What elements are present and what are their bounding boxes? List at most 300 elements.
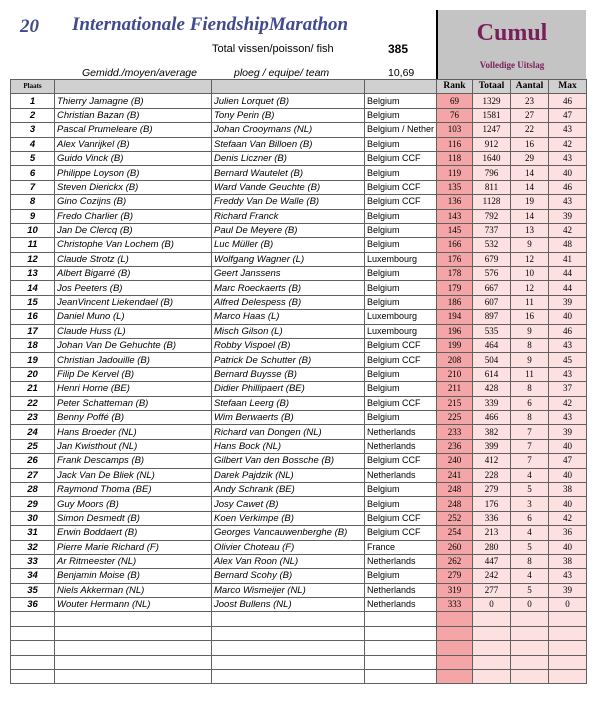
empty-cell <box>511 641 549 655</box>
angler2-cell: Denis Liczner (B) <box>212 151 365 165</box>
max-cell: 47 <box>549 454 587 468</box>
count-cell: 11 <box>511 295 549 309</box>
angler1-cell: Guido Vinck (B) <box>55 151 212 165</box>
country-cell: Belgium <box>365 223 437 237</box>
rank-cell: 208 <box>437 353 473 367</box>
angler1-cell: Thierry Jamagne (B) <box>55 94 212 108</box>
rank-cell: 236 <box>437 439 473 453</box>
col-total-header: Totaal <box>473 80 511 94</box>
rank-cell: 262 <box>437 554 473 568</box>
place-cell: 28 <box>11 482 55 496</box>
blank-row <box>11 626 587 640</box>
total-cell: 737 <box>473 223 511 237</box>
country-cell: Belgium CCF <box>365 454 437 468</box>
total-cell: 447 <box>473 554 511 568</box>
total-cell: 339 <box>473 396 511 410</box>
place-cell: 15 <box>11 295 55 309</box>
rank-cell: 279 <box>437 569 473 583</box>
empty-cell <box>437 670 473 684</box>
count-cell: 7 <box>511 454 549 468</box>
total-cell: 1247 <box>473 123 511 137</box>
place-cell: 27 <box>11 468 55 482</box>
max-cell: 43 <box>549 367 587 381</box>
cumul-subtitle: Volledige Uitslag <box>479 60 545 70</box>
max-cell: 43 <box>549 151 587 165</box>
blank-row <box>11 670 587 684</box>
empty-cell <box>365 641 437 655</box>
country-cell: Belgium <box>365 367 437 381</box>
count-cell: 4 <box>511 468 549 482</box>
angler1-cell: Frank Descamps (B) <box>55 454 212 468</box>
empty-cell <box>55 670 212 684</box>
col-place-header: Plaats <box>11 80 55 94</box>
country-cell: Belgium CCF <box>365 396 437 410</box>
total-cell: 607 <box>473 295 511 309</box>
rank-cell: 225 <box>437 410 473 424</box>
total-cell: 228 <box>473 468 511 482</box>
angler1-cell: JeanVincent Liekendael (B) <box>55 295 212 309</box>
total-cell: 1581 <box>473 108 511 122</box>
total-cell: 466 <box>473 410 511 424</box>
max-cell: 43 <box>549 569 587 583</box>
place-cell: 3 <box>11 123 55 137</box>
angler1-cell: Steven Dierickx (B) <box>55 180 212 194</box>
total-cell: 428 <box>473 382 511 396</box>
country-cell: Netherlands <box>365 468 437 482</box>
count-cell: 7 <box>511 439 549 453</box>
country-cell: Belgium CCF <box>365 526 437 540</box>
empty-cell <box>473 626 511 640</box>
country-cell: Belgium <box>365 238 437 252</box>
place-cell: 9 <box>11 209 55 223</box>
place-cell: 21 <box>11 382 55 396</box>
total-cell: 667 <box>473 281 511 295</box>
rank-cell: 260 <box>437 540 473 554</box>
place-cell: 24 <box>11 425 55 439</box>
place-cell: 33 <box>11 554 55 568</box>
total-cell: 576 <box>473 267 511 281</box>
rank-cell: 179 <box>437 281 473 295</box>
total-cell: 280 <box>473 540 511 554</box>
count-cell: 6 <box>511 396 549 410</box>
table-row <box>11 425 587 439</box>
count-cell: 14 <box>511 166 549 180</box>
total-cell: 279 <box>473 482 511 496</box>
total-cell: 811 <box>473 180 511 194</box>
angler2-cell: Wim Berwaerts (B) <box>212 410 365 424</box>
count-cell: 29 <box>511 151 549 165</box>
count-cell: 9 <box>511 353 549 367</box>
count-cell: 4 <box>511 526 549 540</box>
event-number: 20 <box>20 16 39 37</box>
rank-cell: 215 <box>437 396 473 410</box>
place-cell: 35 <box>11 583 55 597</box>
place-cell: 20 <box>11 367 55 381</box>
count-cell: 16 <box>511 137 549 151</box>
place-cell: 18 <box>11 339 55 353</box>
angler1-cell: Jan Kwisthout (NL) <box>55 439 212 453</box>
rank-cell: 254 <box>437 526 473 540</box>
count-cell: 13 <box>511 223 549 237</box>
country-cell: Belgium CCF <box>365 339 437 353</box>
empty-cell <box>473 641 511 655</box>
max-cell: 42 <box>549 396 587 410</box>
angler1-cell: Simon Desmedt (B) <box>55 511 212 525</box>
rank-cell: 178 <box>437 267 473 281</box>
max-cell: 43 <box>549 195 587 209</box>
country-cell: Belgium <box>365 94 437 108</box>
max-cell: 40 <box>549 497 587 511</box>
empty-cell <box>437 655 473 669</box>
max-cell: 43 <box>549 410 587 424</box>
count-cell: 5 <box>511 540 549 554</box>
table-row <box>11 439 587 453</box>
place-cell: 26 <box>11 454 55 468</box>
empty-cell <box>549 612 587 626</box>
table-row <box>11 324 587 338</box>
total-cell: 1128 <box>473 195 511 209</box>
count-cell: 27 <box>511 108 549 122</box>
country-cell: Belgium CCF <box>365 353 437 367</box>
place-cell: 2 <box>11 108 55 122</box>
table-row <box>11 123 587 137</box>
angler1-cell: Jos Peeters (B) <box>55 281 212 295</box>
angler2-cell: Richard van Dongen (NL) <box>212 425 365 439</box>
angler2-cell: Robby Vispoel (B) <box>212 339 365 353</box>
rank-cell: 176 <box>437 252 473 266</box>
angler1-cell: Jack Van De Bliek (NL) <box>55 468 212 482</box>
total-cell: 242 <box>473 569 511 583</box>
place-cell: 36 <box>11 598 55 612</box>
rank-cell: 319 <box>437 583 473 597</box>
total-cell: 412 <box>473 454 511 468</box>
empty-cell <box>437 612 473 626</box>
rank-cell: 135 <box>437 180 473 194</box>
angler2-cell: Alex Van Roon (NL) <box>212 554 365 568</box>
angler2-cell: Stefaan Van Billoen (B) <box>212 137 365 151</box>
count-cell: 4 <box>511 569 549 583</box>
table-row <box>11 267 587 281</box>
place-cell: 23 <box>11 410 55 424</box>
max-cell: 39 <box>549 583 587 597</box>
max-cell: 41 <box>549 252 587 266</box>
country-cell: Luxembourg <box>365 252 437 266</box>
place-cell: 16 <box>11 310 55 324</box>
empty-cell <box>11 641 55 655</box>
rank-cell: 166 <box>437 238 473 252</box>
angler2-cell: Marc Roeckaerts (B) <box>212 281 365 295</box>
max-cell: 43 <box>549 339 587 353</box>
angler1-cell: Niels Akkerman (NL) <box>55 583 212 597</box>
angler2-cell: Georges Vancauwenberghe (B) <box>212 526 365 540</box>
angler2-cell: Marco Wismeijer (NL) <box>212 583 365 597</box>
count-cell: 23 <box>511 94 549 108</box>
empty-cell <box>549 641 587 655</box>
angler2-cell: Didier Phillipaert (BE) <box>212 382 365 396</box>
angler1-cell: Claude Strotz (L) <box>55 252 212 266</box>
angler2-cell: Misch Gilson (L) <box>212 324 365 338</box>
table-row <box>11 526 587 540</box>
angler2-cell: Wolfgang Wagner (L) <box>212 252 365 266</box>
rank-cell: 103 <box>437 123 473 137</box>
table-row <box>11 180 587 194</box>
place-cell: 11 <box>11 238 55 252</box>
count-cell: 9 <box>511 238 549 252</box>
place-cell: 14 <box>11 281 55 295</box>
count-cell: 3 <box>511 497 549 511</box>
empty-cell <box>511 670 549 684</box>
rank-cell: 145 <box>437 223 473 237</box>
angler1-cell: Christian Jadouille (B) <box>55 353 212 367</box>
table-row <box>11 382 587 396</box>
table-row <box>11 223 587 237</box>
max-cell: 36 <box>549 526 587 540</box>
total-cell: 277 <box>473 583 511 597</box>
rank-cell: 199 <box>437 339 473 353</box>
country-cell: Netherlands <box>365 439 437 453</box>
count-cell: 19 <box>511 195 549 209</box>
rank-cell: 186 <box>437 295 473 309</box>
results-body <box>11 94 587 684</box>
country-cell: Belgium <box>365 137 437 151</box>
place-cell: 1 <box>11 94 55 108</box>
country-cell: Belgium <box>365 209 437 223</box>
empty-cell <box>365 626 437 640</box>
empty-cell <box>365 655 437 669</box>
angler1-cell: Filip De Kervel (B) <box>55 367 212 381</box>
total-cell: 382 <box>473 425 511 439</box>
country-cell: Belgium <box>365 295 437 309</box>
rank-cell: 76 <box>437 108 473 122</box>
angler2-cell: Bernard Wautelet (B) <box>212 166 365 180</box>
rank-cell: 69 <box>437 94 473 108</box>
total-cell: 1329 <box>473 94 511 108</box>
rank-cell: 143 <box>437 209 473 223</box>
cumul-box <box>436 10 586 79</box>
max-cell: 42 <box>549 223 587 237</box>
empty-cell <box>437 626 473 640</box>
angler2-cell: Julien Lorquet (B) <box>212 94 365 108</box>
country-cell: Belgium <box>365 108 437 122</box>
table-row <box>11 410 587 424</box>
angler2-cell: Bernard Scohy (B) <box>212 569 365 583</box>
rank-cell: 240 <box>437 454 473 468</box>
place-cell: 17 <box>11 324 55 338</box>
angler1-cell: Benjamin Moise (B) <box>55 569 212 583</box>
country-cell: Belgium <box>365 497 437 511</box>
max-cell: 43 <box>549 123 587 137</box>
angler2-cell: Olivier Choteau (F) <box>212 540 365 554</box>
total-cell: 897 <box>473 310 511 324</box>
total-cell: 912 <box>473 137 511 151</box>
angler2-cell: Koen Verkimpe (B) <box>212 511 365 525</box>
empty-cell <box>549 626 587 640</box>
empty-cell <box>55 626 212 640</box>
rank-cell: 118 <box>437 151 473 165</box>
place-cell: 30 <box>11 511 55 525</box>
table-row <box>11 195 587 209</box>
place-cell: 13 <box>11 267 55 281</box>
table-row <box>11 598 587 612</box>
empty-cell <box>55 641 212 655</box>
count-cell: 8 <box>511 410 549 424</box>
angler1-cell: Peter Schatteman (B) <box>55 396 212 410</box>
count-cell: 6 <box>511 511 549 525</box>
table-row <box>11 454 587 468</box>
rank-cell: 333 <box>437 598 473 612</box>
empty-cell <box>473 655 511 669</box>
count-cell: 22 <box>511 123 549 137</box>
country-cell: Belgium <box>365 410 437 424</box>
table-row <box>11 511 587 525</box>
empty-cell <box>511 612 549 626</box>
max-cell: 40 <box>549 166 587 180</box>
max-cell: 44 <box>549 281 587 295</box>
rank-cell: 248 <box>437 482 473 496</box>
angler2-cell: Bernard Buysse (B) <box>212 367 365 381</box>
angler2-cell: Johan Crooymans (NL) <box>212 123 365 137</box>
place-cell: 34 <box>11 569 55 583</box>
angler2-cell: Marco Haas (L) <box>212 310 365 324</box>
angler1-cell: Philippe Loyson (B) <box>55 166 212 180</box>
empty-cell <box>511 655 549 669</box>
max-cell: 46 <box>549 94 587 108</box>
header-row <box>11 80 587 94</box>
results-sheet <box>10 10 586 700</box>
place-cell: 10 <box>11 223 55 237</box>
count-cell: 12 <box>511 281 549 295</box>
total-cell: 792 <box>473 209 511 223</box>
country-cell: Belgium CCF <box>365 195 437 209</box>
empty-cell <box>212 670 365 684</box>
country-cell: Belgium <box>365 482 437 496</box>
table-row <box>11 108 587 122</box>
count-cell: 10 <box>511 267 549 281</box>
angler1-cell: Claude Huss (L) <box>55 324 212 338</box>
count-cell: 7 <box>511 425 549 439</box>
angler2-cell: Tony Perin (B) <box>212 108 365 122</box>
team-label: ploeg / equipe/ team <box>234 67 330 79</box>
table-row <box>11 151 587 165</box>
max-cell: 39 <box>549 425 587 439</box>
count-cell: 8 <box>511 339 549 353</box>
count-cell: 12 <box>511 252 549 266</box>
results-table <box>10 79 587 684</box>
angler1-cell: Christian Bazan (B) <box>55 108 212 122</box>
max-cell: 39 <box>549 209 587 223</box>
angler2-cell: Paul De Meyere (B) <box>212 223 365 237</box>
country-cell: Netherlands <box>365 598 437 612</box>
total-cell: 1640 <box>473 151 511 165</box>
empty-cell <box>11 612 55 626</box>
max-cell: 45 <box>549 353 587 367</box>
total-cell: 176 <box>473 497 511 511</box>
country-cell: France <box>365 540 437 554</box>
total-cell: 0 <box>473 598 511 612</box>
place-cell: 4 <box>11 137 55 151</box>
count-cell: 14 <box>511 209 549 223</box>
total-cell: 399 <box>473 439 511 453</box>
rank-cell: 119 <box>437 166 473 180</box>
max-cell: 37 <box>549 382 587 396</box>
empty-cell <box>55 655 212 669</box>
col-country-header <box>365 80 437 94</box>
empty-cell <box>212 655 365 669</box>
table-row <box>11 396 587 410</box>
table-row <box>11 137 587 151</box>
max-cell: 48 <box>549 238 587 252</box>
rank-cell: 248 <box>437 497 473 511</box>
count-cell: 5 <box>511 482 549 496</box>
place-cell: 12 <box>11 252 55 266</box>
table-row <box>11 94 587 108</box>
angler2-cell: Alfred Delespess (B) <box>212 295 365 309</box>
empty-cell <box>549 655 587 669</box>
max-cell: 46 <box>549 324 587 338</box>
max-cell: 38 <box>549 482 587 496</box>
average-label: Gemidd./moyen/average <box>82 67 197 79</box>
angler2-cell: Richard Franck <box>212 209 365 223</box>
col-rank-header: Rank <box>437 80 473 94</box>
empty-cell <box>11 670 55 684</box>
blank-row <box>11 641 587 655</box>
table-row <box>11 281 587 295</box>
country-cell: Belgium / Nether <box>365 123 437 137</box>
empty-cell <box>55 612 212 626</box>
count-cell: 8 <box>511 382 549 396</box>
count-cell: 8 <box>511 554 549 568</box>
total-cell: 504 <box>473 353 511 367</box>
place-cell: 31 <box>11 526 55 540</box>
empty-cell <box>365 612 437 626</box>
angler2-cell: Freddy Van De Walle (B) <box>212 195 365 209</box>
angler2-cell: Patrick De Schutter (B) <box>212 353 365 367</box>
country-cell: Belgium <box>365 569 437 583</box>
event-title: Internationale FiendshipMarathon <box>72 14 349 35</box>
angler1-cell: Albert Bigarré (B) <box>55 267 212 281</box>
count-cell: 0 <box>511 598 549 612</box>
empty-cell <box>212 626 365 640</box>
angler2-cell: Luc Müller (B) <box>212 238 365 252</box>
empty-cell <box>437 641 473 655</box>
max-cell: 40 <box>549 540 587 554</box>
max-cell: 40 <box>549 468 587 482</box>
max-cell: 40 <box>549 439 587 453</box>
total-cell: 535 <box>473 324 511 338</box>
total-cell: 213 <box>473 526 511 540</box>
angler2-cell: Josy Cawet (B) <box>212 497 365 511</box>
table-row <box>11 497 587 511</box>
blank-row <box>11 655 587 669</box>
angler1-cell: Erwin Boddaert (B) <box>55 526 212 540</box>
table-row <box>11 209 587 223</box>
total-cell: 796 <box>473 166 511 180</box>
angler2-cell: Joost Bullens (NL) <box>212 598 365 612</box>
angler1-cell: Gino Cozijns (B) <box>55 195 212 209</box>
country-cell: Luxembourg <box>365 310 437 324</box>
cumul-title: Cumul <box>476 20 548 46</box>
angler1-cell: Jan De Clercq (B) <box>55 223 212 237</box>
max-cell: 38 <box>549 554 587 568</box>
angler1-cell: Christophe Van Lochem (B) <box>55 238 212 252</box>
place-cell: 29 <box>11 497 55 511</box>
table-row <box>11 583 587 597</box>
table-row <box>11 166 587 180</box>
angler2-cell: Hans Bock (NL) <box>212 439 365 453</box>
table-row <box>11 468 587 482</box>
country-cell: Luxembourg <box>365 324 437 338</box>
max-cell: 39 <box>549 295 587 309</box>
